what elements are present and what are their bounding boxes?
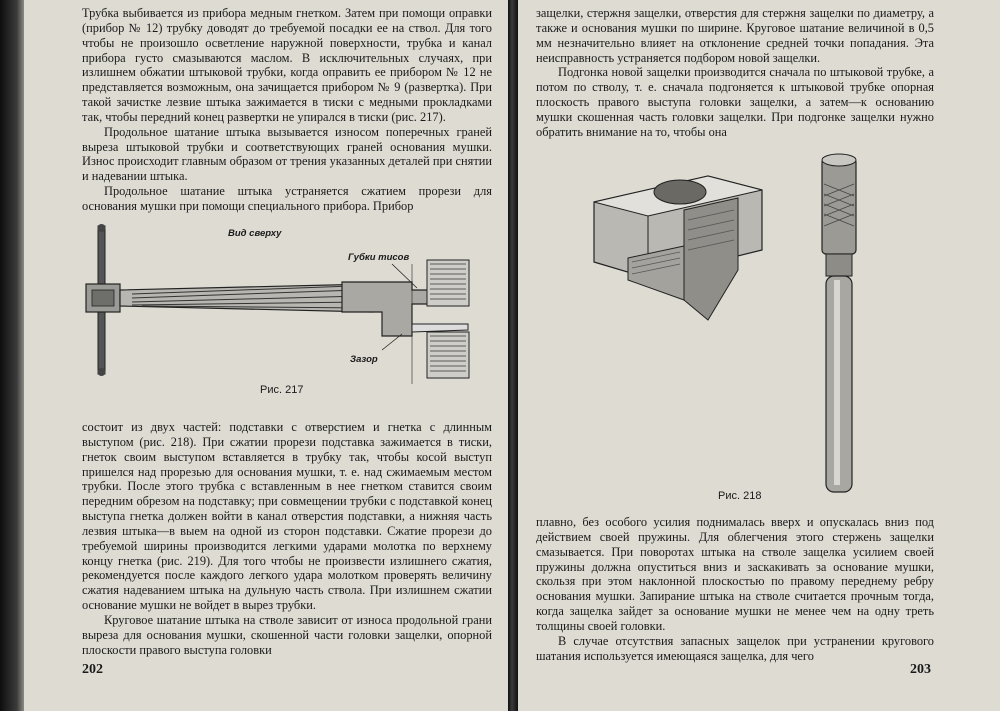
figure-217-top-view-label: Вид сверху [228, 228, 282, 239]
right-text-block-top [536, 6, 934, 140]
right-paragraph-2: Подгонка новой защелки производится сначала по штыковой трубке, а потом по стволу, т. е. сначала подгоняется к штыковой трубке опорная плоскость правого выступа головки защелки, а затем—к основанию мушки скошенная часть головки защелки. При подгонке защелки нужно обратить внимание на то, чтобы она [536, 65, 934, 139]
left-text-block-bottom [82, 420, 492, 658]
right-paragraph-3: плавно, без особого усилия поднималась вверх и опускалась вниз под действием своей пружины. Для облегчения этого стержень защелки смазывается. При поворотах штыка на стволе защелка усилием своей пружины должна опуститься вниз и заскакивать за основание мушки, скользя при этом наклонной плоскостью по правому переднему ребру основания мушки. Запирание штыка на стволе считается прочным тогда, когда защелка зайдет за основание мушки не менее чем на одну треть толщины своей головки. [536, 515, 934, 633]
figure-217-gap-label: Зазор [350, 354, 378, 365]
left-paragraph-4: состоит из двух частей: подставки с отверстием и гнетка с длинным выступом (рис. 218). При сжатии прорези подставка зажимается в тиски, гнеток своим выступом вставляется в трубку так, чтобы косой выступ пришелся над прорезью для основания мушки, т. е. над сжимаемым местом трубки. После этого трубка с вставленным в нее гнетком ставится своим передним обрезом на подставку; при совмещении трубки с подставкой конец выступа гнетка должен войти в канал отверстия подставки, а нижняя часть лезвия штыка—в выем на одной из сторон подставки. Сжатие прорези до требуемой ширины производится легкими ударами молотка по верхнему концу гнетка (рис. 219). Для того чтобы не произвести излишнего сжатия, рекомендуется после каждого легкого удара молотком проверять величину сжатия надеванием штыка на дульную часть ствола. При излишнем сжатии основание мушки не войдет в вырез трубки. [82, 420, 492, 613]
right-text-block-bottom [536, 515, 934, 663]
left-paragraph-5: Круговое шатание штыка на стволе зависит от износа продольной грани выреза для основания мушки, скошенной части головки защелки, опорной плоскости правого выступа головки [82, 612, 492, 657]
figure-217-caption: Рис. 217 [260, 384, 304, 396]
figure-218-drawing [588, 150, 928, 500]
book-gutter [508, 0, 518, 711]
left-paragraph-3: Продольное шатание штыка устраняется сжатием прорези для основания мушки при помощи специального прибора. Прибор [82, 184, 492, 213]
left-text-block-top [82, 6, 492, 214]
figure-218-caption: Рис. 218 [718, 490, 762, 502]
figure-217-drawing [72, 224, 472, 384]
left-page [24, 0, 508, 711]
right-paragraph-1: защелки, стержня защелки, отверстия для стержня защелки по диаметру, а также и основания мушки по ширине. Круговое шатание величиной в 0,5 мм незначительно влияет на отклонение средней точки попадания. Эта неисправность устраняется подбором новой защелки. [536, 6, 934, 65]
left-page-number: 202 [82, 662, 103, 677]
right-page [518, 0, 1000, 711]
left-paragraph-1: Трубка выбивается из прибора медным гнетком. Затем при помощи оправки (прибор № 12) трубку доводят до требуемой посадки ее на ствол. Для того чтобы не произошло осветление наружной поверхности, трубка и канал прибора густо смазываются маслом. В исключительных случаях, при излишнем обжатии штыковой трубки, когда оправить ее прибором № 12 не представляется возможным, она зачищается прибором № 9 (развертка). При такой зачистке лезвие штыка зажимается в тиски с медными прокладками так, чтобы передний конец развертки не упирался в тиски (рис. 217). [82, 6, 492, 124]
book-edge [0, 0, 24, 711]
figure-217-jaws-label: Губки тисов [348, 252, 410, 263]
right-page-number: 203 [910, 662, 931, 677]
left-paragraph-2: Продольное шатание штыка вызывается износом поперечных граней выреза штыковой трубки и соответствующих граней основания мушки. Износ происходит главным образом от трения указанных деталей при снятии и надевании штыка. [82, 124, 492, 184]
right-paragraph-4: В случае отсутствия запасных защелок при устранении кругового шатания используется имеющаяся защелка, для чего [536, 633, 934, 663]
